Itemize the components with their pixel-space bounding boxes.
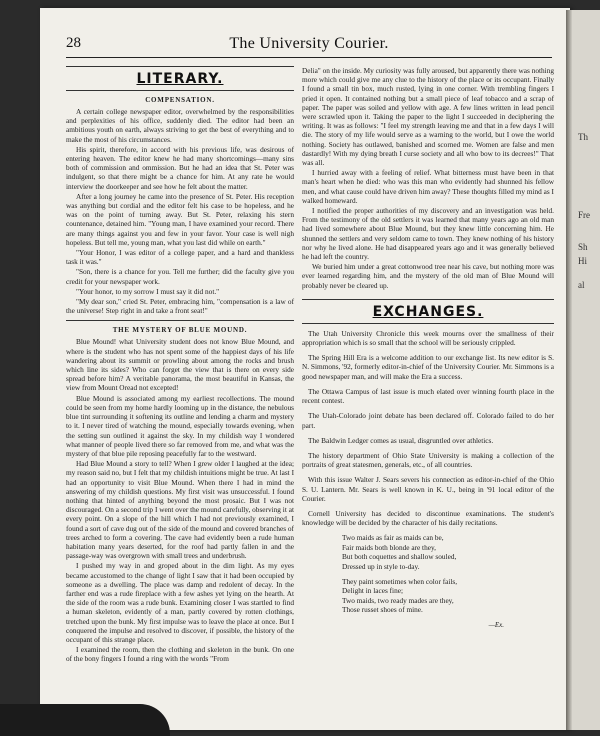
- adjacent-page-fragment: Fre: [578, 210, 590, 220]
- paragraph: "My dear son," cried St. Peter, embracing him, "compensation is a law of the universe! Step right in and take a front seat!": [66, 297, 294, 316]
- paragraph: Blue Mound is associated among my earliest recollections. The mound could be seen from my home hardly looming up in the distance, the nebulous blue tint surrounding it softening its outline and lending a charm and mystery to it. I never tired of watching the mound, especially towards evening, when the setting sun outlined it against the sky. In my childish way I wondered what manner of people lived there so far removed from me, and what was the mystery of that blue pile reposing peacefully far to the westward.: [66, 393, 294, 458]
- adjacent-page-fragment: Th: [578, 132, 588, 142]
- literary-heading: LITERARY.: [66, 66, 294, 91]
- paragraph: "Your honor, to my sorrow I must say it did not.": [76, 286, 220, 296]
- poem-line: Those russet shoes of mine.: [342, 605, 423, 615]
- paragraph: After a long journey he came into the presence of St. Peter. His reception was anything but cordial and the editor felt his case to be hopeless, and he was on the point of turning away. But St. Peter, relaxing his stern countenance, detained him. "Young man, I have examined your record. There are many things against you and few in your favor. Your case is well nigh hopeless. But tell me, young man, what you last did while on earth.": [66, 191, 294, 247]
- poem: [342, 533, 554, 614]
- exchange-note: The Ottawa Campus of last issue is much elated over winning fourth place in the recent contest.: [302, 386, 554, 406]
- paragraph: "Son, there is a chance for you. Tell me further; did the faculty give you credit for your newspaper work.: [66, 267, 294, 286]
- poem-line: Two maids, two ready mades are they,: [342, 595, 454, 605]
- poem-line: Fair maids both blonde are they,: [342, 542, 436, 552]
- paragraph: We buried him under a great cottonwood tree near his cave, but nothing more was ever learned regarding him, and the mystery of the old man of Blue Mound will probably never be cleared up.: [302, 262, 554, 290]
- page-number: 28: [66, 35, 81, 51]
- divider: [66, 320, 294, 321]
- poem-line: They paint sometimes when color fails,: [342, 576, 458, 586]
- newspaper-page: [40, 8, 570, 730]
- exchange-note: The history department of Ohio State University is making a collection of the portraits of great statesmen, generals, etc., of all countries.: [302, 450, 554, 470]
- article-compensation-body: [66, 107, 294, 315]
- exchanges-heading: EXCHANGES.: [302, 299, 554, 324]
- paragraph: Blue Mound! what University student does not know Blue Mound, and where is the student who has not spent some of the happiest days of his life wandering about its summit or prowling about among the rocks and brush which line its sides? Who can forget the view that is there on every side spread before him? A veritable panorama, the most beautiful in Kansas, the view from Mount Oread not excepted!: [66, 337, 294, 393]
- article-blue-mound-body: [66, 337, 294, 663]
- article-continuation: [302, 66, 554, 290]
- exchange-note: The Spring Hill Era is a welcome addition to our exchange list. Its new editor is S. N. Simmons, '92, formerly editor-in-chief of the University Courier. Mr. Simmons is a good newspaper man, and will make the Era a success.: [302, 353, 554, 381]
- exchange-notes: [302, 329, 554, 527]
- poem-stanza: [342, 577, 554, 615]
- adjacent-page-fragment: al: [578, 280, 585, 290]
- paragraph: A certain college newspaper editor, overwhelmed by the responsibilities and perplexities of his office, suddenly died. The editor had been an ambitious youth on earth, always striving to get the best of everything and to make the most of his circumstances.: [66, 107, 294, 144]
- paragraph: Had Blue Mound a story to tell? When I grew older I laughed at the idea; my reason said no, but I felt that my childish intuitions might be true. At last I had an opportunity to visit Blue Mound. When there I had in mind the answering of my childish questions. My first visit was unsuccessful. I found nothing that hinted of anything beyond the most prosaic. But I was not discouraged. On a second trip I went over the mound carefully, observing it at every point. On a slope of the hill which I had not previously examined, I found a sort of cave dug out of the side of the mound and covered branches of trees arched to form a covering. The cave had evidently been a rude human habitation many years deserted, for the roof had partly fallen in and the passage-way was overgrown with small trees and underbrush.: [66, 459, 294, 561]
- exchange-note: Cornell University has decided to discontinue examinations. The student's knowledge will be decided by the character of his daily recitations.: [302, 508, 554, 528]
- scan-shadow: [0, 704, 170, 736]
- article-title-blue-mound: THE MYSTERY OF BLUE MOUND.: [112, 326, 248, 335]
- adjacent-page-fragment: Hi: [578, 256, 587, 266]
- poem-line: Delight in laces fine;: [342, 586, 403, 596]
- paragraph: His spirit, therefore, in accord with his previous life, was desirous of entering heaven. The editor knew he had many shortcomings—many sins both of commission and ommission. But he had an idea that St. Peter was indulgent, so that there might be a chance for him. At any rate he would interview the doorkeeper and see how he felt about the matter.: [66, 144, 294, 191]
- right-column: [302, 66, 554, 629]
- paragraph: Delia" on the inside. My curiosity was fully aroused, but apparently there was nothing more which could give me any clue to the history of the place or its occupant. Finally I found a small tin box, much rusted, lying in one corner. With trembling fingers I pried it open. It contained nothing but a small piece of leaf tobacco and a scrap of paper. The paper was soiled and yellow with age. A few lines written in lead pencil were scrawled upon it. Taking the paper to the light I succeeded in deciphering the writing. It was as follows: "I feel my strength leaving me and that in a few days I will die. The story of my life would serve as a warning to the world, but I owe the world nothing. Society has outlawed, banished and scorned me. Women are false and men dastardly! With my dying breath I curse society and all who bow to its decrees!" That was all.: [302, 66, 554, 168]
- exchange-note: The Utah University Chronicle this week mourns over the smallness of their appropriation which is so small that the school will be seriously crippled.: [302, 328, 554, 348]
- adjacent-page-edge: [566, 10, 600, 730]
- poem-line: Two maids as fair as maids can be,: [342, 533, 444, 543]
- binding-gutter: [566, 10, 572, 730]
- poem-stanza: [342, 533, 554, 571]
- paragraph: I pushed my way in and groped about in the dim light. As my eyes became accustomed to the change of light I saw that it had been occupied by someone as a dwelling. The place was damp and redolent of decay. In the farther end was a rude fireplace with a few ashes yet lying on the hearth. At the side of the room was a rude bunk. Examining closer I was startled to find a human skeleton, evidently of a man, partly covered by rotten clothings, tretched upon the bunk. My first impulse was to leave the place at once. But I conquered the impulse and resolved to discover, if possible, the history of the occupant of this strange place.: [66, 561, 294, 644]
- poem-line: Dressed up in style to-day.: [342, 561, 420, 571]
- left-column: [66, 66, 294, 665]
- paragraph: I hurried away with a feeling of relief. What bitterness must have been in that man's heart when he died: who was this man who evidently had shunned his fellow men, and what cause could have driven him away? These thoughts filled my mind as I walked homeward.: [302, 168, 554, 205]
- adjacent-page-fragment: Sh: [578, 242, 588, 252]
- poem-source: —Ex.: [488, 620, 504, 629]
- exchange-note: With this issue Walter J. Sears severs his connection as editor-in-chief of the Ohio S. U. Lantern. Mr. Sears is well known in K. U., being in '91 local editor of the Courier.: [302, 475, 554, 503]
- paragraph: "Your Honor, I was editor of a college paper, and a hard and thankless task it was.": [66, 248, 294, 267]
- poem-line: But both coquettes and shallow souled,: [342, 552, 457, 562]
- article-title-compensation: COMPENSATION.: [145, 96, 215, 104]
- page-header: [66, 35, 552, 58]
- paragraph: I notified the proper authorities of my discovery and an investigation was held. From the testimony of the old settlers it was learned that many years ago an old man had lived somewhere about Blue Mound, but they knew little concerning him. He shunned the settlers and very seldom came to town. They knew nothing of his history nor why he lived alone. He had disappeared years ago and it was generally believed he had left the country.: [302, 206, 554, 262]
- exchange-note: The Baldwin Ledger comes as usual, disgruntled over athletics.: [308, 435, 494, 445]
- paragraph: I examined the room, then the clothing and skeleton in the bunk. On one of the bony fingers I found a ring with the words "From: [66, 645, 294, 664]
- journal-title: The University Courier.: [229, 35, 389, 52]
- exchange-note: The Utah-Colorado joint debate has been declared off. Colorado failed to do her part.: [302, 411, 554, 430]
